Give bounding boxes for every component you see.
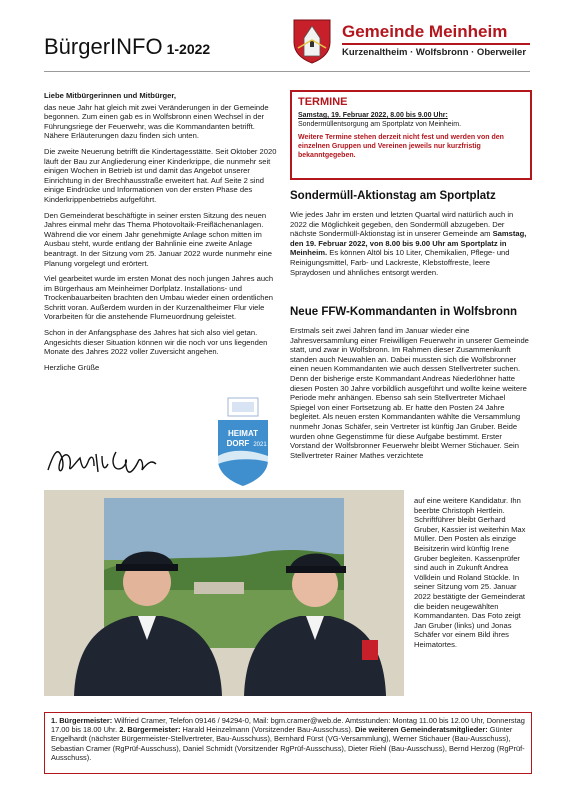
municipal-crest-icon: [292, 18, 332, 64]
municipality-name: Gemeinde Meinheim: [342, 22, 508, 41]
footer-text: Wilfried Cramer, Telefon 09146 / 94294-0, Mail: bgm.cramer@web.de. Amtsstunden: Montag 11.00 bis 12.00 Uhr, Donnerstag 17.00 bis 18.00 Uhr.: [51, 716, 525, 735]
termine-title: TERMINE: [298, 96, 348, 108]
termine-description: Sondermüllentsorgung am Sportplatz von Meinheim.: [298, 121, 462, 128]
article-heading-ffw: Neue FFW-Kommandanten in Wolfsbronn: [290, 306, 517, 318]
termine-note: Weitere Termine stehen derzeit nicht fest und werden von den einzelnen Gruppen und Vereinen jeweils nur kurzfristig bekanntgegeben.: [298, 134, 504, 159]
letter-paragraph: Den Gemeinderat beschäftigte in seiner ersten Sitzung des neuen Jahres einmal mehr das Thema Photovoltaik-Freiflächenanlagen. Während die vor einem Jahr genehmigte Anlage schon mitten im Ausbau steht, wurde entlang der Bahnlinie eine zweite Anlage beantragt. In der Sitzung vom 25. Januar 2022 wurde nunmehr eine Planung vorgelegt und erörtert.: [44, 210, 272, 268]
footer-label: Die weiteren Gemeinderatsmitglieder:: [355, 725, 488, 735]
footer-label: 1. Bürgermeister:: [51, 716, 113, 725]
termine-date: Samstag, 19. Februar 2022, 8.00 bis 9.00 Uhr:: [298, 112, 448, 119]
termine-box: [290, 90, 532, 180]
contact-footer: [44, 712, 532, 774]
article-body-ffw: Erstmals seit zwei Jahren fand im Januar wieder eine Jahresversammlung einer Freiwilligen Feuerwehr in unserer Gemeinde statt, und zwar in Wolfsbronn. Im Rahmen dieser Zusammenkunft standen auch Neuwahlen an. Dabei mussten sich die Wolfsbronner einen neuen Kommandanten wie auch dessen Stellvertreter suchen. Denn der bisherige erste Kommandant Andreas Niederlöhner hatte diesen Posten 30 Jahre vorbildlich ausgeführt und wollte keine weitere Periode mehr anhängen. Ebenso sah sein Stellvertreter Michael Spiegel von einer Fortsetzung ab. Er hatte den Posten 24 Jahre begleitet. Als neuen ersten Kommandanten wählte die Versammlung nunmehr Jonas Schäfer, sein Vertreter ist künftig Jan Gruber. Beide wurden ohne Gegenstimme für diese Aufgabe bestimmt. Erster Vorstand der Wolfsbronner Feuerwehr bleibt Werner Stichauer. Sein Stellvertreter Rainer Mathes verzichtete: [290, 326, 529, 460]
article-body-sondermuell: [290, 210, 532, 277]
badge-year: 2021: [253, 442, 267, 448]
letter-paragraph: Die zweite Neuerung betrifft die Kindertagesstätte. Seit Oktober 2020 läuft der Bau zur Angliederung einer Kinderkrippe, die nunmehr seit einigen Wochen in Betrieb ist und damit das Angebot unserer Einrichtung in der Brechhausstraße erweitert hat. Auf Seite 2 sind einige Eindrücke und Informationen von der ersten Phase des Kinderkrippenbetriebs aufgeführt.: [44, 146, 277, 204]
newsletter-title: [44, 34, 210, 60]
footer-label: 2. Bürgermeister:: [119, 725, 181, 735]
badge-line1: HEIMAT: [227, 429, 259, 438]
issue-number: 1-2022: [166, 41, 211, 57]
letter-greeting: Liebe Mitbürgerinnen und Mitbürger,: [44, 91, 177, 100]
letter-paragraph: das neue Jahr hat gleich mit zwei Veränderungen in der Gemeinde begonnen. Zum einen gab es in Wolfsbronn einen Wechsel in der Führungsriege der Feuerwehr, was die Kommandanten betrifft. Nähere Erläuterungen dazu finden sich unten.: [44, 102, 269, 141]
letter-paragraph: Viel gearbeitet wurde im ersten Monat des noch jungen Jahres auch im Bürgerhaus am Meinheimer Dorfplatz. Installations- und Trockenbauarbeiten brachten den Umbau wieder einen ordentlichen Schritt voran. Außerdem wurden in der Kurzenaltheimer Flur viele Vorarbeiten für die anstehende Flurneuordnung geleistet.: [44, 274, 274, 322]
article-text: Wie jedes Jahr im ersten und letzten Quartal wird natürlich auch in 2022 die Möglichkeit gegeben, den Sondermüll abzugeben. Der nächste Sondermüll-Aktionstag ist in unserer Gemeinde am: [290, 210, 514, 239]
header-divider: [44, 71, 530, 72]
municipality-subtitle: Kurzenaltheim · Wolfsbronn · Oberweiler: [342, 47, 527, 58]
footer-text: Günter Engelhardt (nächster Bürgermeister-Stellvertreter, Bau-Ausschuss), Bernhard Fürst (VG-Versammlung), Werner Stichauer (Bau-Ausschuss), Sebastian Cramer (RgPrüf-Ausschuss), Daniel Schmidt (Vorsitzender RgPrüf-Ausschuss), Dieter Riehl (Bau-Ausschuss), Bernd Herzog (RgPrüf-Ausschuss).: [51, 725, 525, 762]
mayor-letter: [44, 91, 280, 378]
letter-paragraph: Schon in der Anfangsphase des Jahres hat sich also viel getan. Angesichts dieser Situation können wir die noch vor uns liegenden Monate des Jahres 2022 voller Zuversicht angehen.: [44, 328, 268, 357]
footer-text: Harald Heinzelmann (Vorsitzender Bau-Ausschuss).: [180, 725, 355, 735]
title-text: BürgerINFO: [44, 34, 163, 59]
firefighters-photo: [44, 490, 404, 696]
badge-line2: DORF: [226, 439, 250, 448]
photo-caption: auf eine weitere Kandidatur. Ihn beerbte Christoph Hertlein. Schriftführer bleibt Gerhard Gruber, Kassier ist weiterhin Max Müller. Den Posten als einzige Beisitzerin wird künftig Irene Gruber begleiten. Kassenprüfer sind auch in Zukunft Andrea Völklein und Roland Stückle. In seiner Sitzung vom 25. Januar 2022 bestätigte der Gemeinderat die beiden neugewählten Kommandanten. Das Foto zeigt Jan Gruber (links) und Jonas Schäfer vor einem Bild ihres Heimatortes.: [414, 496, 526, 649]
article-text-bold: Samstag, den 19. Februar 2022, von 8.00 bis 9.00 Uhr am Sportplatz in Meinheim.: [290, 229, 527, 258]
handwritten-signature: [44, 432, 164, 488]
letter-closing: Herzliche Grüße: [44, 362, 100, 372]
heimatdorf-badge-icon: [214, 396, 272, 488]
article-heading-sondermuell: Sondermüll-Aktionstag am Sportplatz: [290, 190, 496, 202]
municipality-rule: [342, 43, 530, 45]
article-text: Es können Altöl bis 10 Liter, Chemikalien, Pflege- und Reinigungsmittel, Farb- und Lackreste, Klebstoffreste, leere Spraydosen und ähnliches entsorgt werden.: [290, 248, 510, 277]
